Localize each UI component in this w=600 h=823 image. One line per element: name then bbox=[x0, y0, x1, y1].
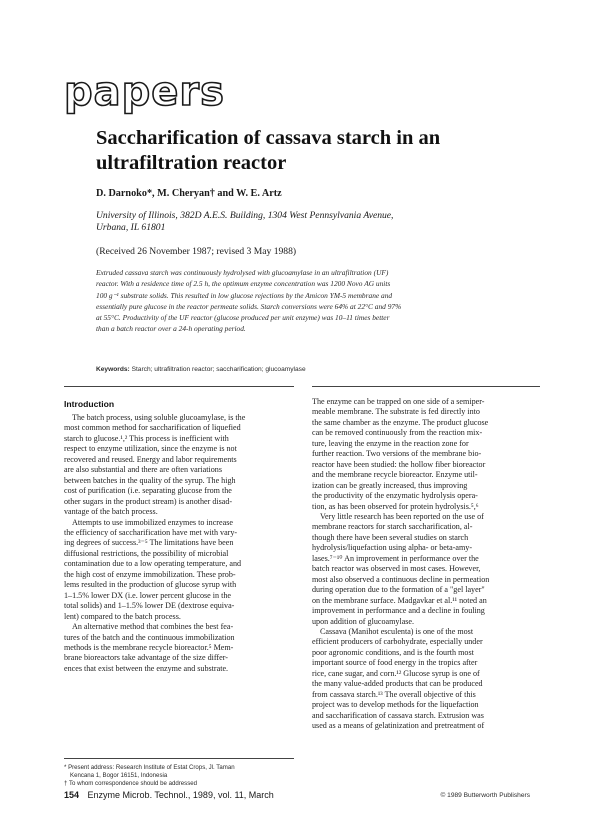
keywords bbox=[96, 366, 306, 373]
text-line: respect to enzyme utilization, since the enzyme is not bbox=[64, 444, 237, 454]
section-divider bbox=[64, 386, 294, 387]
author-list: D. Darnoko*, M. Cheryan† and W. E. Artz bbox=[96, 188, 282, 199]
text-line: Very little research has been reported on the use of bbox=[320, 511, 484, 521]
abstract-line: reactor. With a residence time of 2.5 h, the optimum enzyme concentration was 1200 Novo AG units bbox=[96, 279, 391, 289]
page-footer bbox=[64, 790, 274, 800]
left-column bbox=[64, 398, 294, 674]
text-line: during operation due to the formation of a "gel layer" bbox=[312, 585, 485, 595]
affiliation-line: Urbana, IL 61801 bbox=[96, 222, 166, 233]
abstract-line: than a batch reactor over a 24-h operating period. bbox=[96, 324, 246, 334]
keywords-label: Keywords: bbox=[96, 366, 130, 373]
footnote-line: Kencana 1, Bogor 16151, Indonesia bbox=[70, 772, 168, 779]
abstract bbox=[96, 267, 536, 335]
text-line: important source of food energy in the tropics after bbox=[312, 658, 478, 668]
text-line: most common method for saccharification of liquefied bbox=[64, 423, 241, 433]
text-line: hydrolysis/liquefaction using alpha- or beta-amy- bbox=[312, 543, 473, 553]
footnote-divider bbox=[64, 758, 294, 759]
text-line: efficient producers of carbohydrate, especially under bbox=[312, 637, 483, 647]
text-line: the same chamber as the enzyme. The product glucose bbox=[312, 417, 489, 427]
section-divider bbox=[312, 386, 540, 387]
text-line: the efficiency of saccharification have met with vary- bbox=[64, 527, 238, 537]
text-line: The enzyme can be trapped on one side of a semiper- bbox=[312, 397, 485, 406]
text-line: methods is the membrane recycle bioreactor.⁵ Mem- bbox=[64, 642, 234, 652]
right-column-body bbox=[312, 397, 542, 732]
copyright: © 1989 Butterworth Publishers bbox=[440, 792, 530, 799]
page-number: 154 bbox=[64, 790, 80, 800]
text-line: Attempts to use immobilized enzymes to increase bbox=[72, 517, 233, 527]
footnotes bbox=[64, 764, 294, 788]
text-line: other sugars in the product stream) is another disad- bbox=[64, 496, 233, 506]
text-line: membrane reactors for starch saccharification, al- bbox=[312, 522, 473, 532]
text-line: recovered and reused. Energy and labor requirements bbox=[64, 454, 237, 464]
text-line: batch reactor was observed in most cases. However, bbox=[312, 564, 481, 574]
text-line: from cassava starch.¹³ The overall objective of this bbox=[312, 689, 476, 699]
section-heading: Introduction bbox=[64, 399, 115, 409]
text-line: total solids) and 1–1.5% lower DE (dextrose equiva- bbox=[64, 601, 235, 611]
abstract-line: at 55°C. Productivity of the UF reactor (glucose produced per unit enzyme) was 10–11 times better bbox=[96, 313, 390, 323]
text-line: poor agronomic conditions, and is the fourth most bbox=[312, 647, 474, 657]
text-line: the many value-added products that can be produced bbox=[312, 679, 483, 689]
text-line: though there have been several studies on starch bbox=[312, 532, 469, 542]
journal-citation: Enzyme Microb. Technol., 1989, vol. 11, March bbox=[87, 790, 274, 800]
text-line: further reaction. Two versions of the membrane bio- bbox=[312, 449, 482, 459]
section-label: papers bbox=[64, 69, 225, 115]
text-line: between batches in the quality of the syrup. The high bbox=[64, 475, 236, 485]
received-dates: (Received 26 November 1987; revised 3 May 1988) bbox=[96, 246, 297, 257]
text-line: rice, cane sugar, and corn.¹² Glucose syrup is one of bbox=[312, 668, 480, 678]
text-line: meable membrane. The substrate is fed directly into bbox=[312, 407, 480, 417]
text-line: project was to develop methods for the liquefaction bbox=[312, 700, 479, 710]
title-line: Saccharification of cassava starch in an bbox=[96, 127, 441, 149]
text-line: on the membrane surface. Madgavkar et al.¹¹ noted an bbox=[312, 595, 487, 605]
abstract-line: 100 g⁻¹ substrate solids. This resulted in low glucose rejections by the Amicon YM-5 membrane and bbox=[96, 290, 393, 300]
text-line: vantage of the batch process. bbox=[64, 507, 158, 517]
text-line: cost of purification (i.e. separating glucose from the bbox=[64, 486, 232, 496]
text-line: and the membrane recycle bioreactor. Enzyme util- bbox=[312, 470, 478, 480]
text-line: improvement in performance and a decline in fouling bbox=[312, 606, 485, 616]
text-line: An alternative method that combines the best fea- bbox=[72, 622, 234, 632]
text-line: tures of the batch and the continuous immobilization bbox=[64, 632, 235, 642]
text-line: tion, as has been observed for protein hydrolysis.⁵,⁶ bbox=[312, 501, 479, 511]
left-column-body bbox=[64, 413, 294, 674]
right-column bbox=[312, 397, 542, 732]
footnote-line: * Present address: Research Institute of Estat Crops, Jl. Taman bbox=[64, 764, 235, 771]
text-line: the productivity of the enzymatic hydrolysis opera- bbox=[312, 491, 478, 501]
text-line: lems resulted in the production of glucose syrup with bbox=[64, 580, 237, 590]
affiliation bbox=[96, 210, 393, 234]
title-line: ultrafiltration reactor bbox=[96, 152, 287, 174]
text-line: can be removed continuously from the reaction mix- bbox=[312, 428, 483, 438]
text-line: ences that exist between the enzyme and substrate. bbox=[64, 663, 229, 673]
abstract-line: essentially pure glucose in the reactor permeate solids. Starch conversions were 64% at 22°C and 97% bbox=[96, 301, 402, 311]
text-line: are also substantial and there are often variations bbox=[64, 465, 222, 475]
footnote-line: † To whom correspondence should be addressed bbox=[64, 780, 198, 787]
affiliation-line: University of Illinois, 382D A.E.S. Building, 1304 West Pennsylvania Avenue, bbox=[96, 210, 394, 221]
text-line: contamination due to a low operating temperature, and bbox=[64, 559, 242, 569]
text-line: ture, leaving the enzyme in the reaction zone for bbox=[312, 438, 469, 448]
text-line: most also observed a continuous decline in permeation bbox=[312, 574, 490, 584]
text-line: ization can be greatly increased, thus improving bbox=[312, 480, 468, 490]
text-line: brane bioreactors take advantage of the size differ- bbox=[64, 653, 228, 663]
text-line: used as a means of gelatinization and pretreatment of bbox=[312, 721, 485, 731]
text-line: lases.⁷⁻¹⁰ An improvement in performance over the bbox=[312, 553, 479, 563]
text-line: reactor have been studied: the hollow fiber bioreactor bbox=[312, 459, 486, 469]
abstract-line: Extruded cassava starch was continuously hydrolysed with glucoamylase in an ultrafiltration (UF) bbox=[96, 268, 389, 277]
text-line: Cassava (Manihot esculenta) is one of the most bbox=[320, 626, 474, 636]
text-line: the high cost of enzyme immobilization. These prob- bbox=[64, 569, 236, 579]
text-line: upon addition of glucoamylase. bbox=[312, 616, 415, 626]
text-line: and saccharification of cassava starch. Extrusion was bbox=[312, 710, 484, 720]
text-line: lent) compared to the batch process. bbox=[64, 611, 181, 621]
keywords-text: Starch; ultrafiltration reactor; saccharification; glucoamylase bbox=[131, 366, 306, 373]
paper-title bbox=[96, 126, 536, 176]
text-line: ing degrees of success.³⁻⁵ The limitations have been bbox=[64, 538, 234, 548]
text-line: diffusional restrictions, the possibility of microbial bbox=[64, 548, 229, 558]
text-line: The batch process, using soluble glucoamylase, is the bbox=[72, 413, 246, 422]
text-line: 1–1.5% lower DX (i.e. lower percent glucose in the bbox=[64, 590, 231, 600]
text-line: starch to glucose.¹,² This process is inefficient with bbox=[64, 433, 229, 443]
